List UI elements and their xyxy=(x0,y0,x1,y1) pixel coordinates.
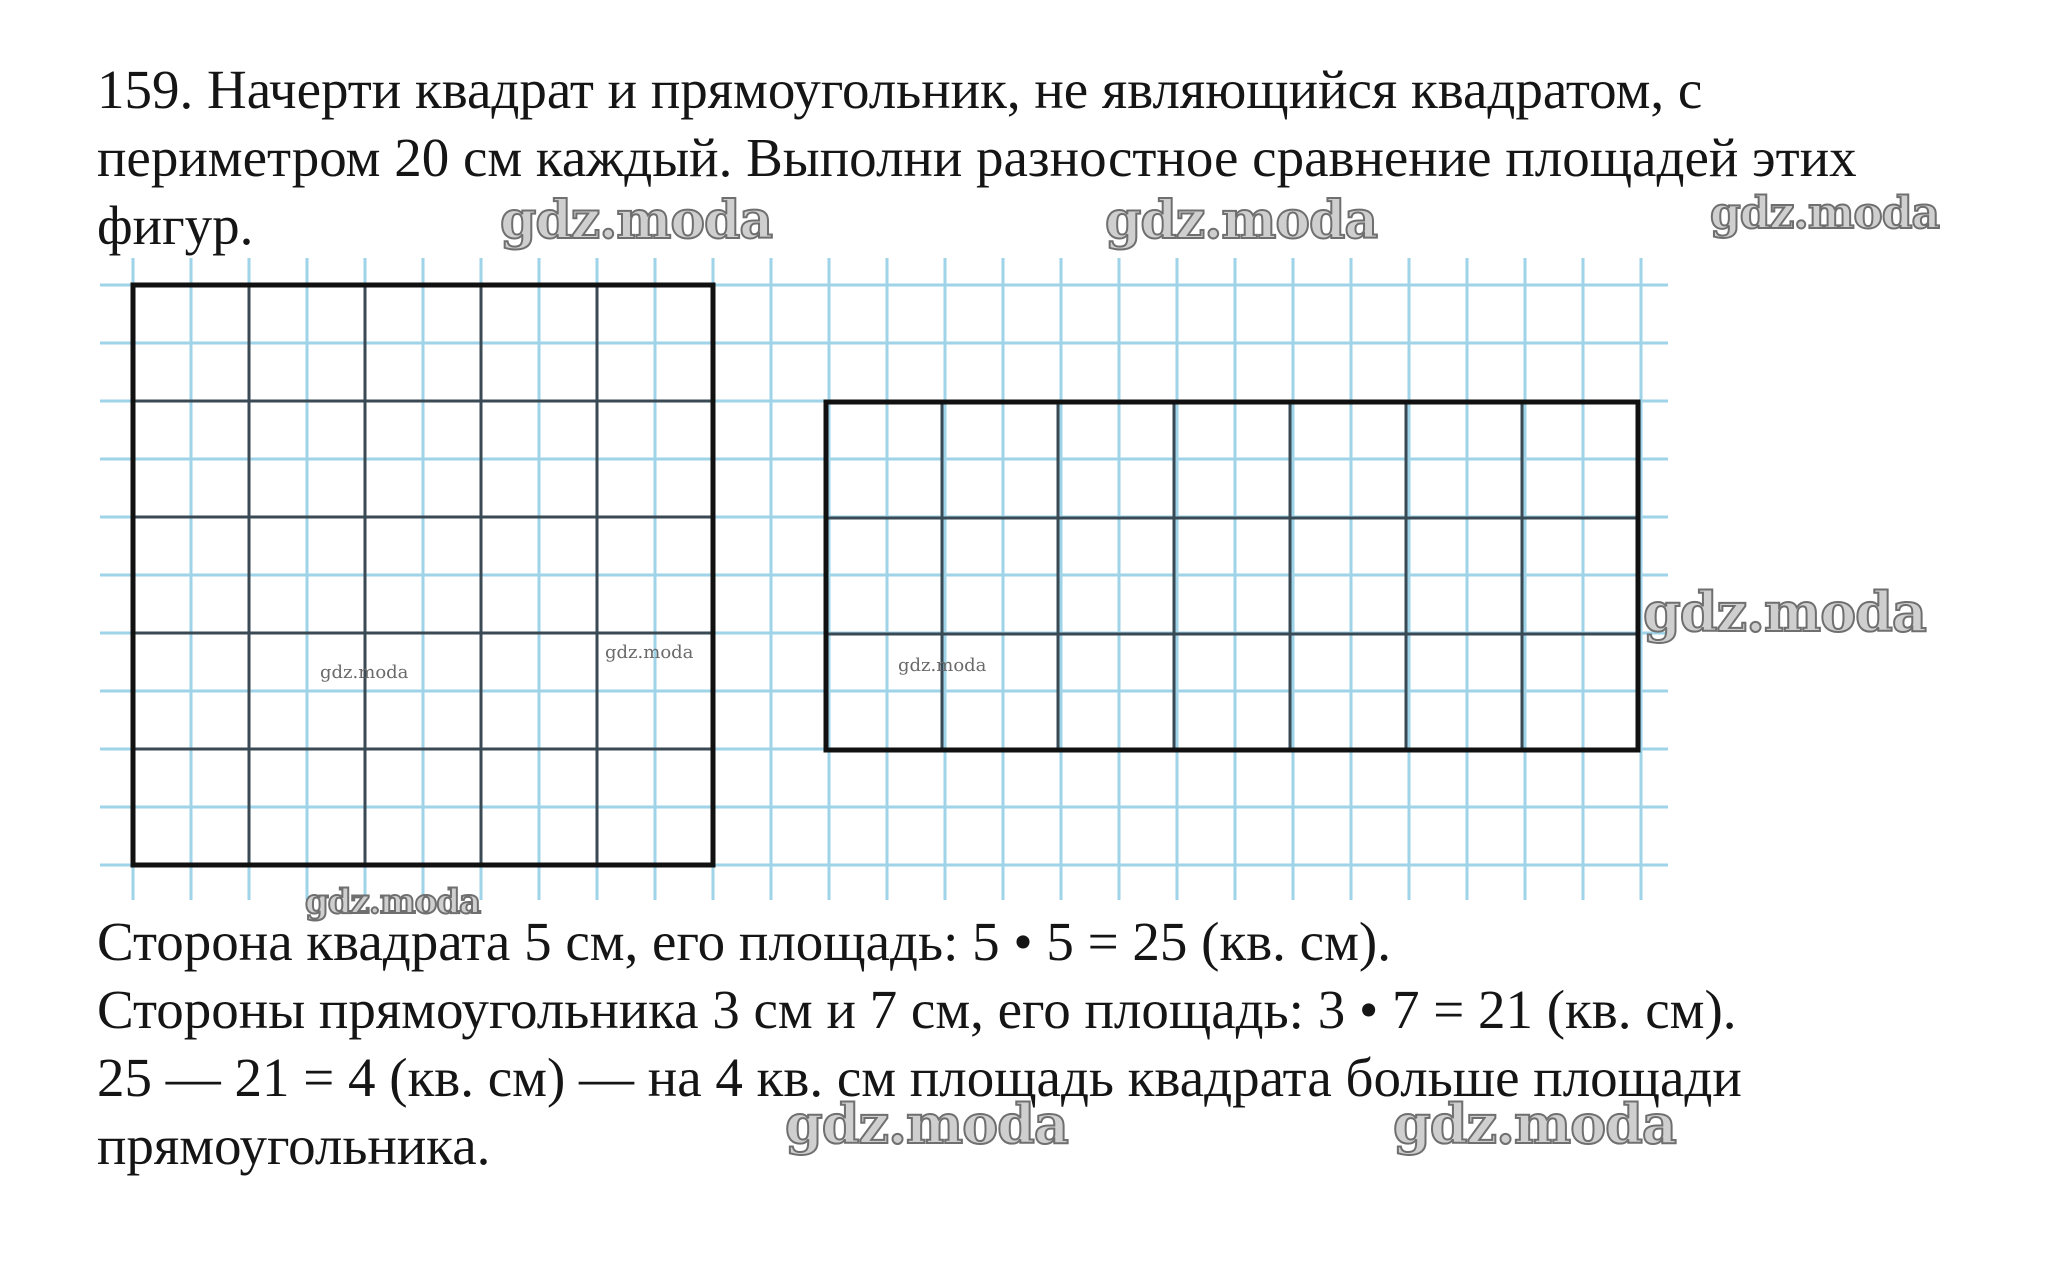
watermark: gdz.moda xyxy=(305,882,481,922)
watermark: gdz.moda xyxy=(785,1092,1068,1156)
task-line: фигур. xyxy=(97,195,254,256)
watermark: gdz.moda xyxy=(1710,188,1940,239)
graph-paper-grid xyxy=(100,258,1668,900)
solution-line: Сторона квадрата 5 см, его площадь: 5 • 5 = 25 (кв. см). xyxy=(97,911,1391,972)
task-line: периметром 20 см каждый. Выполни разностное сравнение площадей этих xyxy=(97,127,1857,188)
watermark: gdz.moda xyxy=(898,655,987,676)
solution-line: прямоугольника. xyxy=(97,1115,491,1176)
watermark: gdz.moda xyxy=(605,642,694,663)
watermark: gdz.moda xyxy=(320,662,409,683)
solution-line: Стороны прямоугольника 3 см и 7 см, его площадь: 3 • 7 = 21 (кв. см). xyxy=(97,979,1737,1040)
watermark: gdz.moda xyxy=(500,190,773,251)
watermark: gdz.moda xyxy=(1643,580,1926,644)
solution-line: 25 — 21 = 4 (кв. см) — на 4 кв. см площадь квадрата больше площади xyxy=(97,1047,1742,1108)
watermark: gdz.moda xyxy=(1105,190,1378,251)
watermark: gdz.moda xyxy=(1393,1092,1676,1156)
task-line: 159. Начерти квадрат и прямоугольник, не являющийся квадратом, с xyxy=(97,59,1703,120)
